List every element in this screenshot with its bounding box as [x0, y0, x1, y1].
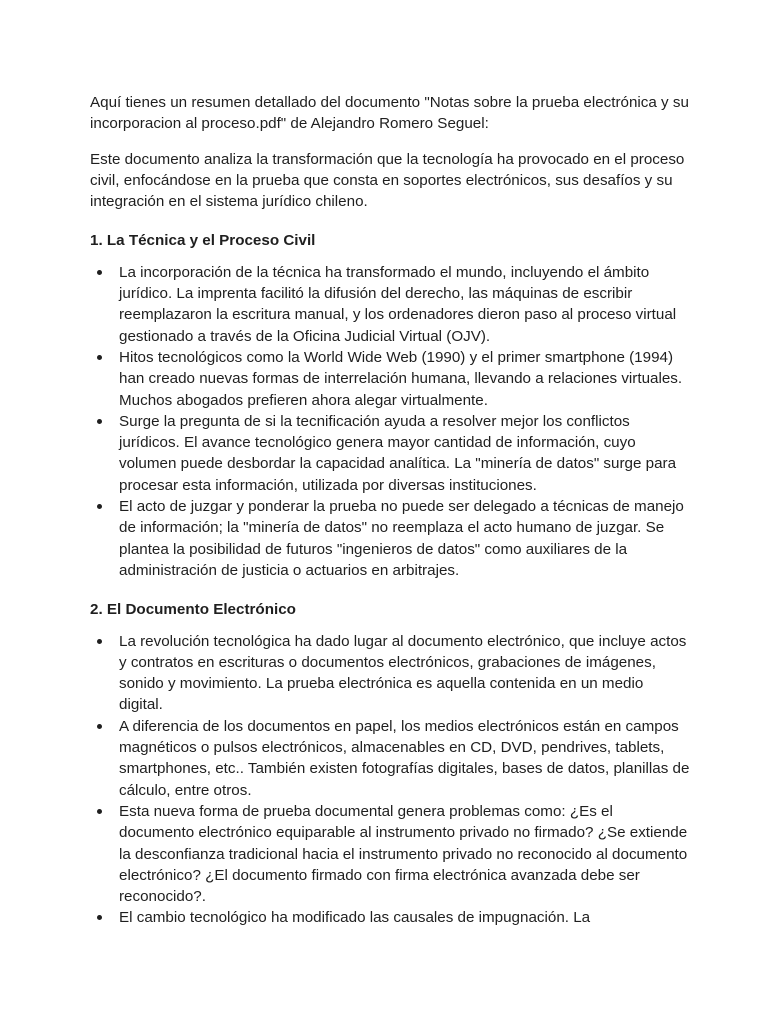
section-heading: 2. El Documento Electrónico: [90, 601, 296, 619]
list-item: [90, 262, 690, 347]
bullet-icon: [97, 639, 102, 644]
list-item: [90, 716, 690, 801]
list-item-text: A diferencia de los documentos en papel, los medios electrónicos están en campos magnéticos o pulsos electrónicos, almacenables en CD, DVD, pendrives, tablets, smartphones, etc.. También existen fotografías digitales, bases de datos, planillas de cálculo, entre otros.: [119, 717, 690, 799]
list-item-text: Hitos tecnológicos como la World Wide Web (1990) y el primer smartphone (1994) han creado nuevas formas de interrelación humana, llevando a relaciones virtuales. Muchos abogados prefieren ahora alegar virtualmente.: [119, 348, 683, 409]
bullet-icon: [97, 419, 102, 424]
list-item: [90, 496, 690, 581]
list-item-text: La incorporación de la técnica ha transformado el mundo, incluyendo el ámbito jurídico. La imprenta facilitó la difusión del derecho, las máquinas de escribir reemplazaron la escritura manual, y los ordenadores dieron paso al proceso virtual gestionado a través de la Oficina Judicial Virtual (OJV).: [119, 263, 677, 345]
bullet-icon: [97, 724, 102, 729]
list-item-text: Surge la pregunta de si la tecnificación ayuda a resolver mejor los conflictos jurídicos. El avance tecnológico genera mayor cantidad de información, cuyo volumen puede desbordar la capacidad analítica. La "minería de datos" surge para procesar esta información, utilizada por diversas instituciones.: [119, 412, 677, 494]
bullet-icon: [97, 270, 102, 275]
section-heading: 1. La Técnica y el Proceso Civil: [90, 232, 316, 250]
list-item-text: El acto de juzgar y ponderar la prueba no puede ser delegado a técnicas de manejo de información; la "minería de datos" no reemplaza el acto humano de juzgar. Se plantea la posibilidad de futuros "ingenieros de datos" como auxiliares de la administración de justicia o actuarios en arbitrajes.: [119, 498, 684, 579]
bullet-icon: [97, 504, 102, 509]
list-item-text: Esta nueva forma de prueba documental genera problemas como: ¿Es el documento electrónico equiparable al instrumento privado no firmado? ¿Se extiende la desconfianza tradicional hacia el instrumento privado no reconocido al documento electrónico? ¿El documento firmado con firma electrónica avanzada debe ser reconocido?.: [119, 802, 688, 906]
list-item: [90, 907, 690, 928]
summary-paragraph: Este documento analiza la transformación que la tecnología ha provocado en el proceso civil, enfocándose en la prueba que consta en soportes electrónicos, sus desafíos y su integración en el sistema jurídico chileno.: [90, 150, 685, 211]
list-item-text: El cambio tecnológico ha modificado las causales de impugnación. La: [119, 909, 591, 927]
bullet-list: [90, 631, 690, 929]
bullet-list: [90, 262, 690, 581]
list-item: [90, 801, 690, 907]
intro-paragraph: Aquí tienes un resumen detallado del documento "Notas sobre la prueba electrónica y su incorporacion al proceso.pdf" de Alejandro Romero Seguel:: [90, 94, 689, 133]
bullet-icon: [97, 355, 102, 360]
bullet-icon: [97, 915, 102, 920]
list-item: [90, 411, 690, 496]
list-item: [90, 631, 690, 716]
bullet-icon: [97, 809, 102, 814]
document-body: [90, 92, 690, 929]
list-item: [90, 347, 690, 411]
list-item-text: La revolución tecnológica ha dado lugar al documento electrónico, que incluye actos y contratos en escrituras o documentos electrónicos, grabaciones de imágenes, sonido y movimiento. La prueba electrónica es aquella contenida en un medio digital.: [119, 632, 687, 714]
